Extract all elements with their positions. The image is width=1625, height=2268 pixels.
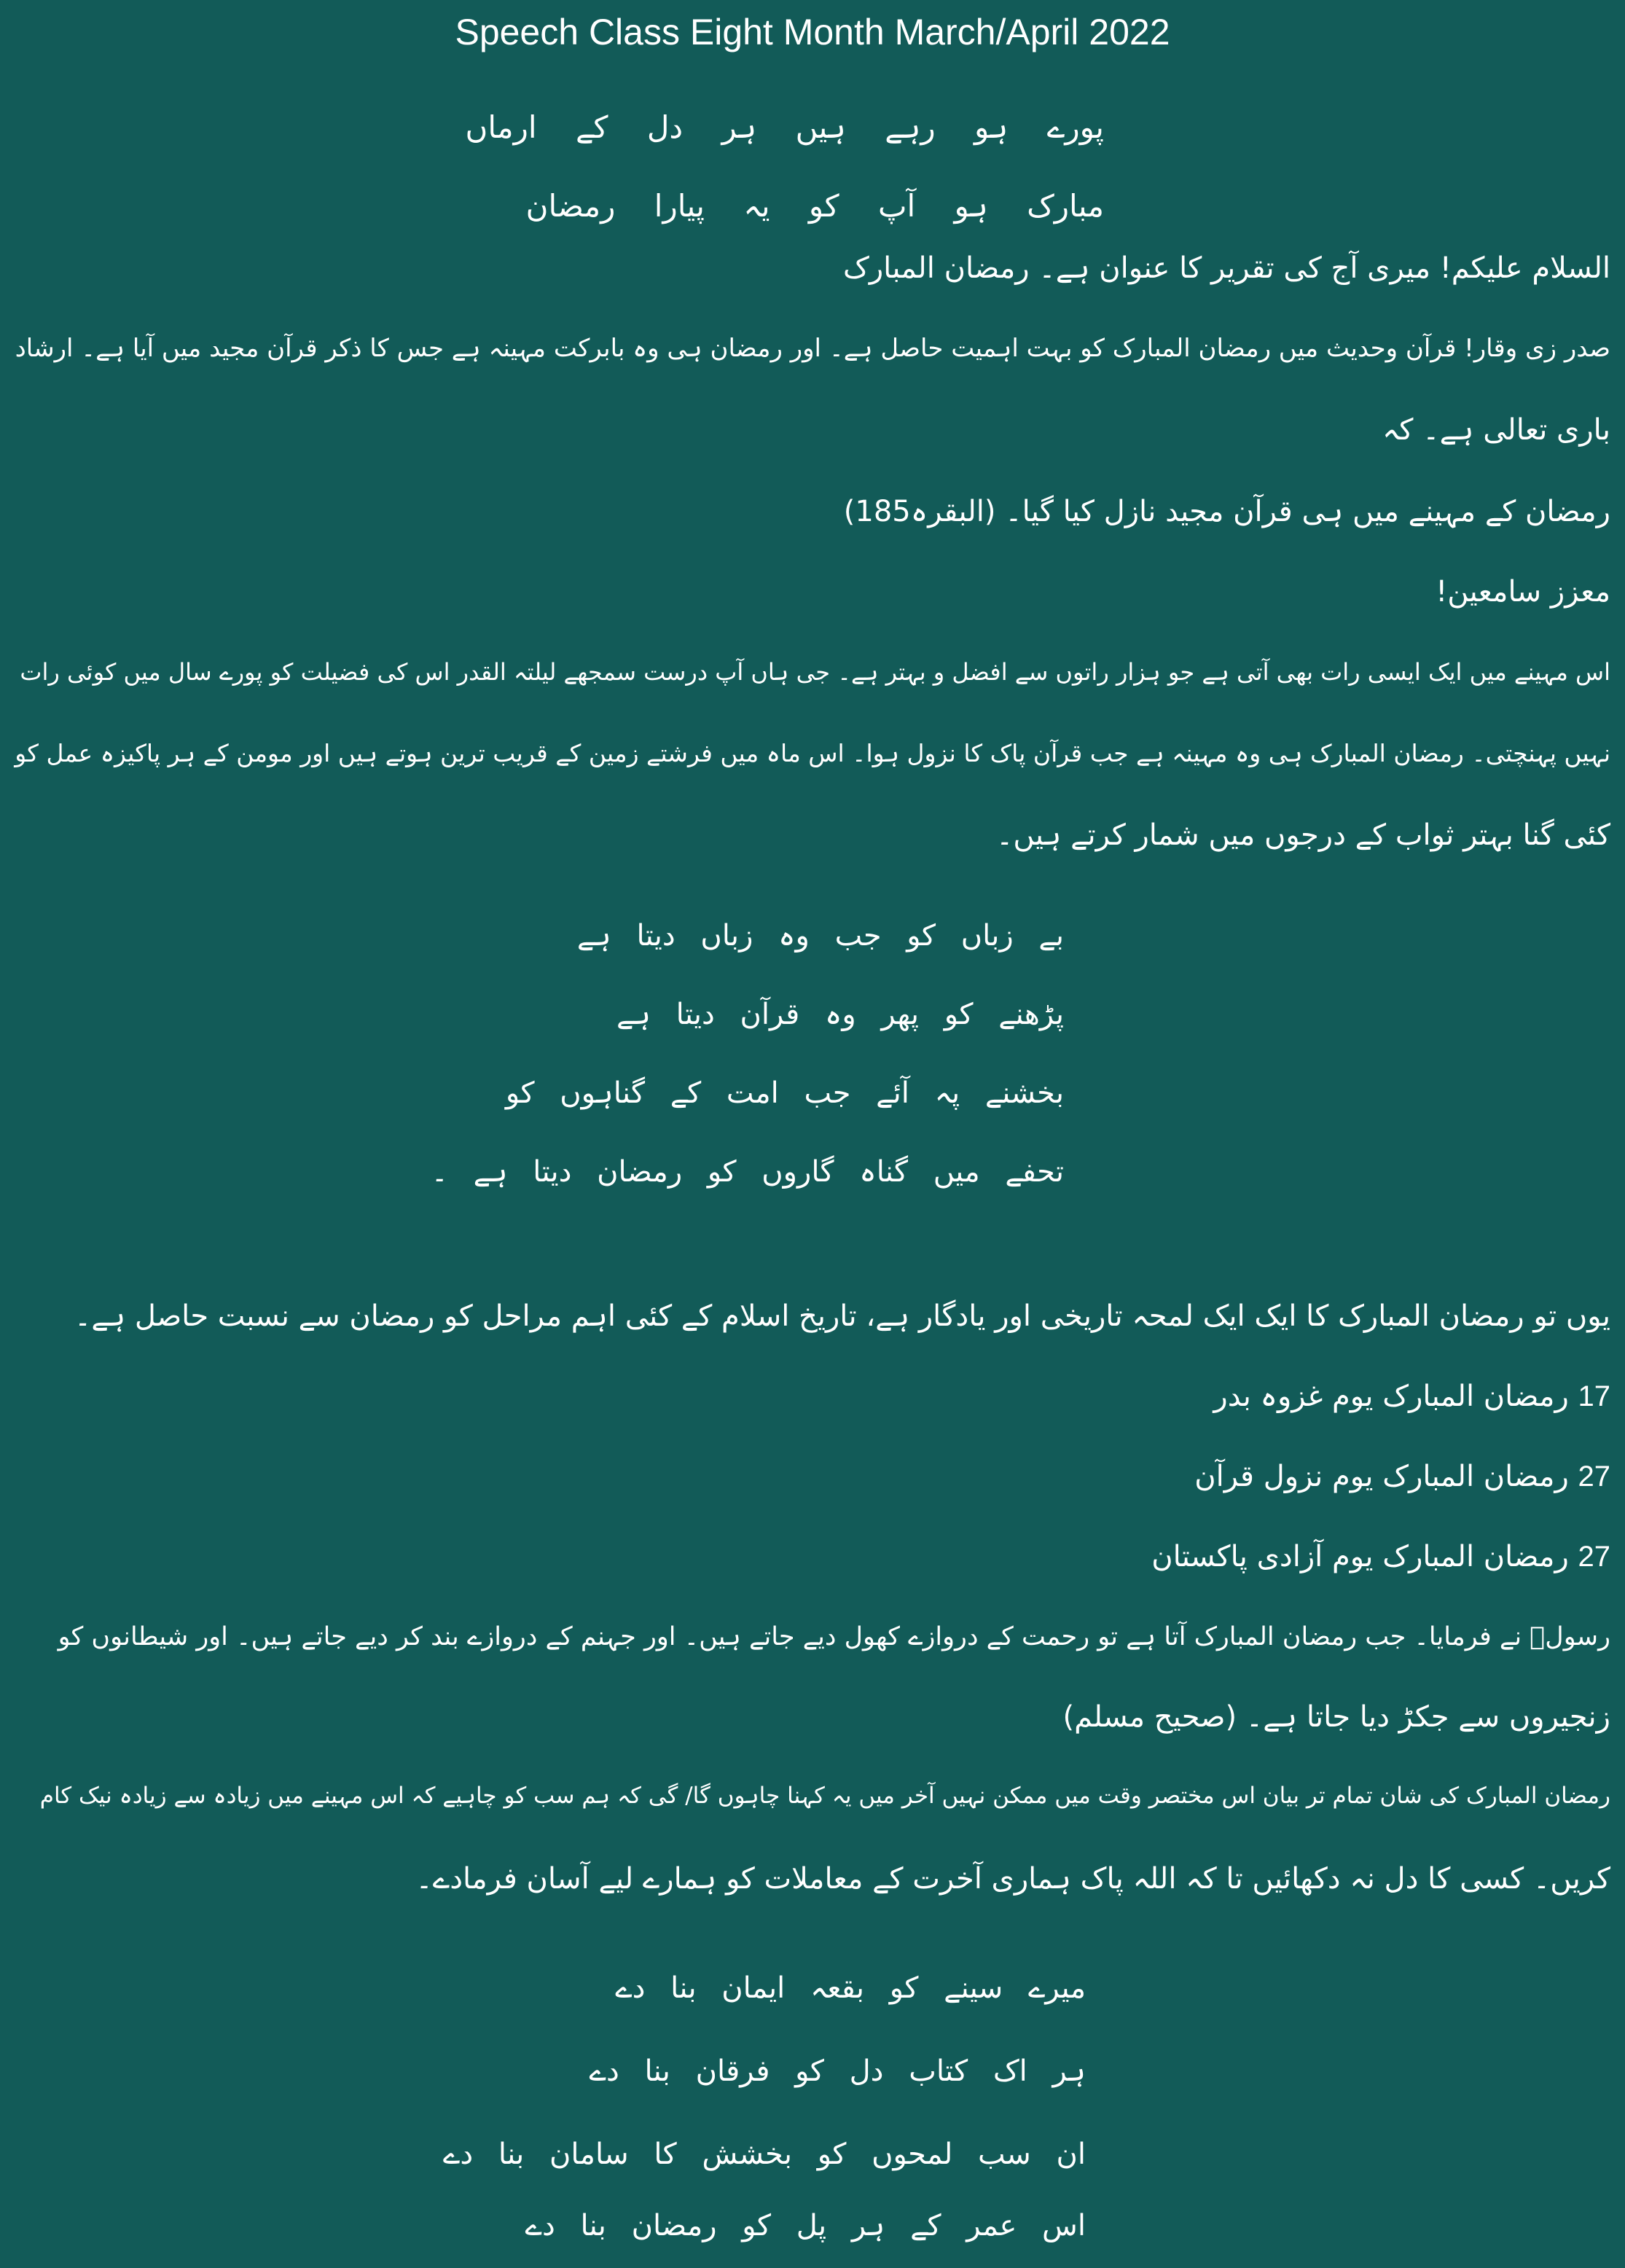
opening-couplet-line-1: پورے ہو رہے ہیں ہر دل کے ارماں bbox=[465, 109, 1104, 145]
paragraph-1-line-2: باری تعالی ہے۔ کہ bbox=[1382, 413, 1610, 447]
important-day-1 bbox=[1213, 1375, 1610, 1418]
poem-1-line-3: بخشنے پہ آئے جب امت کے گناہوں کو bbox=[505, 1076, 1064, 1110]
poem-1-line-4: تحفے میں گناہ گاروں کو رمضان دیتا ہے ۔ bbox=[431, 1155, 1064, 1189]
paragraph-2-line-3: کئی گنا بہتر ثواب کے درجوں میں شمار کرتے ہیں۔ bbox=[995, 818, 1610, 852]
important-day-3-date: 27 bbox=[1578, 1541, 1610, 1573]
poem-1-line-1: بے زباں کو جب وہ زباں دیتا ہے bbox=[576, 919, 1064, 953]
hadith-line-1: رسولؐ نے فرمایا۔ جب رمضان المبارک آتا ہے تو رحمت کے دروازے کھول دیے جاتے ہیں۔ اور جہنم کے دروازے بند کر دیے جاتے ہیں۔ اور شیطانوں کو bbox=[58, 1622, 1610, 1651]
poem-2-line-1: میرے سینے کو بقعہ ایمان بنا دے bbox=[615, 1971, 1086, 2005]
paragraph-2-line-1: اس مہینے میں ایک ایسی رات بھی آتی ہے جو ہزار راتوں سے افضل و بہتر ہے۔ جی ہاں آپ درست سمجھے لیلتہ القدر اس کی فضیلت کو پورے سال میں کوئی رات bbox=[20, 658, 1610, 686]
important-day-1-date: 17 bbox=[1578, 1380, 1610, 1412]
page-title: Speech Class Eight Month March/April 2022 bbox=[455, 12, 1170, 52]
important-day-2 bbox=[1194, 1455, 1610, 1498]
important-day-1-text: رمضان المبارک یوم غزوہ بدر bbox=[1213, 1380, 1569, 1413]
hadith-line-2: زنجیروں سے جکڑ دیا جاتا ہے۔ (صحیح مسلم) bbox=[1062, 1700, 1610, 1734]
important-day-3 bbox=[1151, 1535, 1610, 1579]
opening-couplet-line-2: مبارک ہو آپ کو یہ پیارا رمضان bbox=[525, 188, 1104, 224]
audience-address: معزز سامعین! bbox=[1436, 575, 1610, 609]
poem-1-line-2: پڑھنے کو پھر وہ قرآن دیتا ہے bbox=[616, 998, 1064, 1031]
paragraph-2-line-2: نہیں پہنچتی۔ رمضان المبارک ہی وہ مہینہ ہے جب قرآن پاک کا نزول ہوا۔ اس ماہ میں فرشتے زمین کے قریب ترین ہوتے ہیں اور مومن کے ہر پاکیزہ عمل کو bbox=[15, 739, 1610, 767]
poem-2-line-2: ہر اک کتاب دل کو فرقان بنا دے bbox=[589, 2054, 1086, 2088]
important-day-3-text: رمضان المبارک یوم آزادی پاکستان bbox=[1151, 1540, 1569, 1573]
poem-2-line-4: اس عمر کے ہر پل کو رمضان بنا دے bbox=[525, 2209, 1086, 2242]
important-day-2-date: 27 bbox=[1578, 1460, 1610, 1493]
history-intro: یوں تو رمضان المبارک کا ایک ایک لمحہ تاریخی اور یادگار ہے، تاریخ اسلام کے کئی اہم مراحل کو رمضان سے نسبت حاصل ہے۔ bbox=[74, 1299, 1610, 1333]
poem-2-line-3: ان سب لمحوں کو بخشش کا سامان بنا دے bbox=[442, 2138, 1086, 2171]
important-day-2-text: رمضان المبارک یوم نزول قرآن bbox=[1194, 1460, 1569, 1493]
greeting: السلام علیکم! میری آج کی تقریر کا عنوان ہے۔ رمضان المبارک bbox=[843, 251, 1610, 285]
closing-line-1: رمضان المبارک کی شان تمام تر بیان اس مختصر وقت میں ممکن نہیں آخر میں یہ کہنا چاہوں گا/ گی کہ ہم سب کو چاہیے کہ اس مہینے میں زیادہ سے زیادہ نیک کام bbox=[39, 1783, 1610, 1809]
paragraph-1-line-1: صدر زی وقار! قرآن وحدیث میں رمضان المبارک کو بہت اہمیت حاصل ہے۔ اور رمضان ہی وہ بابرکت مہینہ ہے جس کا ذکر قرآن مجید میں آیا ہے۔ ارشاد bbox=[15, 334, 1610, 363]
quran-reference: رمضان کے مہینے میں ہی قرآن مجید نازل کیا گیا۔ (البقرہ185) bbox=[843, 495, 1610, 528]
closing-line-2: کریں۔ کسی کا دل نہ دکھائیں تا کہ اللہ پاک ہماری آخرت کے معاملات کو ہمارے لیے آسان فرمادے۔ bbox=[415, 1862, 1610, 1896]
